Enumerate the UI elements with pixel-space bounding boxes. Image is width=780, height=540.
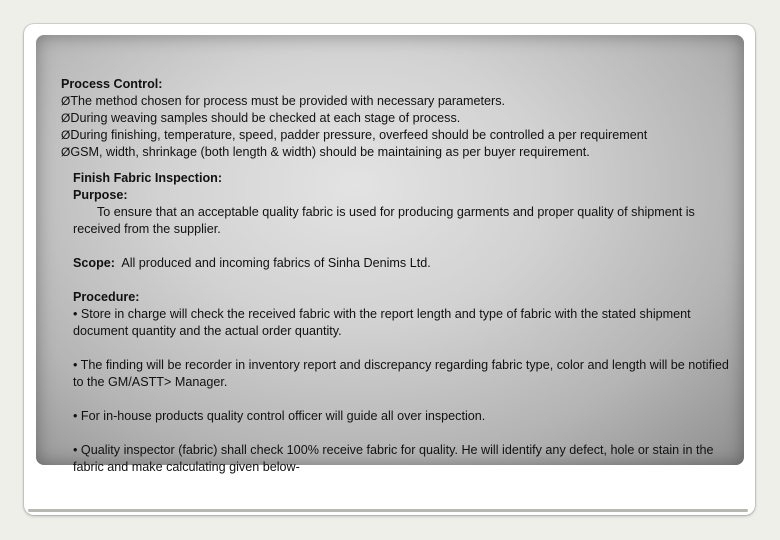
process-control-title: Process Control: [61,77,163,91]
arrow-bullet-icon: Ø [61,111,71,125]
scope-label: Scope: [73,256,115,270]
slide-text [61,76,741,476]
arrow-bullet-icon: Ø [61,145,71,159]
procedure-item: • The finding will be recorder in inventory report and discrepancy regarding fabric type, color and length will be notified to the GM/ASTT> Manager. [73,358,729,389]
process-control-item: ØGSM, width, shrinkage (both length & width) should be maintaining as per buyer requirement. [61,145,590,159]
slide-bottom-rule [28,509,748,512]
procedure-item: • Store in charge will check the received fabric with the report length and type of fabric with the stated shipment document quantity and the actual order quantity. [73,307,691,338]
inspection-title: Finish Fabric Inspection: [73,171,223,185]
procedure-item: • For in-house products quality control officer will guide all over inspection. [73,409,486,423]
arrow-bullet-icon: Ø [61,128,71,142]
arrow-bullet-icon: Ø [61,94,71,108]
scope-text: All produced and incoming fabrics of Sinha Denims Ltd. [121,256,431,270]
process-control-item: ØDuring finishing, temperature, speed, padder pressure, overfeed should be controlled a per requirement [61,128,648,142]
procedure-label: Procedure: [73,290,140,304]
purpose-label: Purpose: [73,188,128,202]
process-control-item: ØThe method chosen for process must be provided with necessary parameters. [61,94,506,108]
procedure-item: • Quality inspector (fabric) shall check 100% receive fabric for quality. He will identify any defect, hole or stain in the fabric and make calculating given below- [73,443,714,474]
scope-line [73,255,741,272]
process-control-item: ØDuring weaving samples should be checked at each stage of process. [61,111,461,125]
inspection-section [73,170,741,476]
purpose-text: To ensure that an acceptable quality fabric is used for producing garments and proper quality of shipment is received from the supplier. [73,205,695,236]
